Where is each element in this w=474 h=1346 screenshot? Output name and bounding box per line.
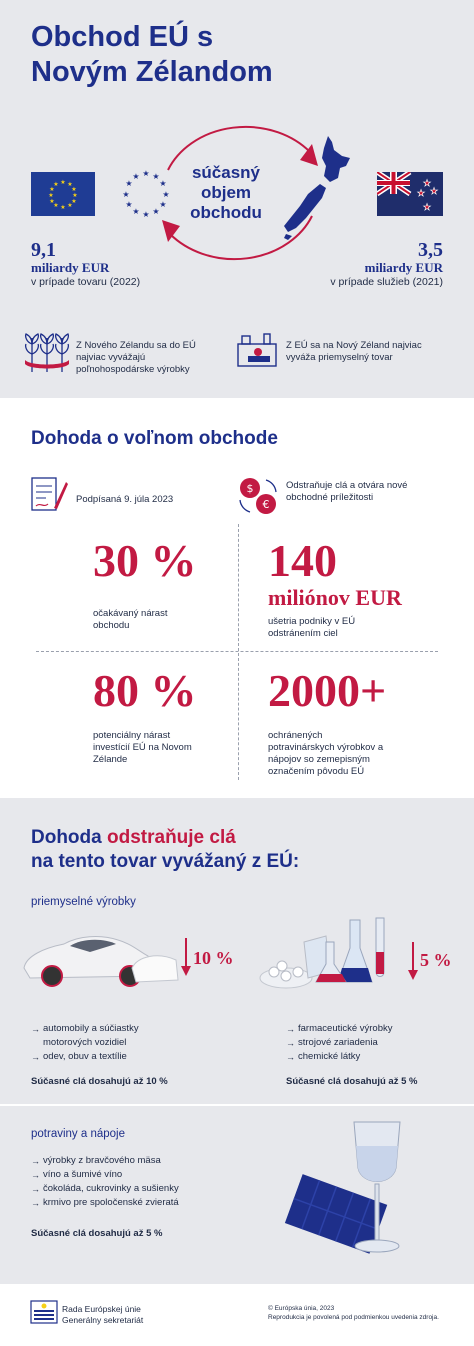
car-and-shoes-illustration [20,922,180,994]
org-name [62,1304,143,1326]
svg-text:★: ★ [122,190,130,199]
eu-stars-icon [118,166,174,222]
wine-and-chocolate-illustration [270,1116,420,1266]
stat-investment [93,666,233,766]
reproduction-note: Reprodukcia je povolená pod podmienkou uvedenia zdroja. [268,1314,439,1321]
list-item: → chemické látky [286,1050,436,1064]
list-item: → automobily a súčiastky motorových vozidiel [31,1022,181,1050]
stat-value: 140 [268,535,337,586]
svg-text:★: ★ [142,210,150,219]
svg-text:★: ★ [67,181,73,188]
goods-value: 9,1 [31,239,56,261]
industrial-goods-list-left [31,1022,181,1064]
svg-text:★: ★ [152,207,160,216]
fta-heading: Dohoda o voľnom obchode [31,428,278,449]
svg-text:★: ★ [71,198,77,205]
svg-text:★: ★ [60,179,66,186]
industrial-label: priemyselné výrobky [31,896,136,908]
new-zealand-flag-icon [377,172,443,216]
wheat-icon [22,330,72,374]
svg-text:★: ★ [48,192,54,199]
tariffs-heading [31,826,299,874]
tariffs-section [0,798,474,1284]
tariff-rate-pharma: 5 % [420,950,452,970]
trade-volume-line-2: objem [200,183,252,202]
stat-unit: miliónov EUR [268,585,402,610]
org-line-1: Rada Európskej únie [62,1304,141,1314]
svg-text:★: ★ [49,198,55,205]
down-arrow-icon [408,942,418,980]
svg-text:★: ★ [152,172,160,181]
stat-value: 2000+ [268,665,387,716]
tariffs-divider [0,1104,474,1106]
services-unit: miliardy EUR [364,260,443,275]
svg-text:★: ★ [159,179,167,188]
export-note: Z EÚ sa na Nový Zéland najviac vyváža priemyselný tovar [286,340,422,363]
copyright: © Európska únia, 2023 [268,1305,335,1312]
food-tariff-note: Súčasné clá dosahujú až 5 % [31,1228,163,1239]
title-line-1: Obchod EÚ s [31,21,214,53]
copyright-block [268,1304,439,1322]
svg-text:★: ★ [159,200,167,209]
svg-text:★: ★ [53,181,59,188]
svg-text:★: ★ [49,186,55,193]
stat-desc: ušetria podniky v EÚ odstránením ciel [268,616,356,639]
currency-exchange-icon [236,474,280,518]
new-zealand-map-icon [280,132,360,242]
trade-volume-label [174,163,278,223]
services-trade-block [283,239,443,290]
svg-text:★: ★ [53,202,59,209]
org-line-2: Generálny sekretariát [62,1315,144,1325]
tariff-rate-industrial: 10 % [193,948,234,968]
list-item: → strojové zariadenia [286,1036,436,1050]
stat-value: 30 % [93,535,197,586]
svg-text:★: ★ [125,179,133,188]
svg-text:★: ★ [67,202,73,209]
pharma-chemicals-illustration [256,912,406,998]
svg-text:★: ★ [72,192,78,199]
stats-divider-horizontal [36,651,438,652]
svg-text:★: ★ [429,187,439,197]
trade-volume-line-1: súčasný [191,163,261,182]
tariffs-heading-part1: Dohoda [31,827,107,848]
industrial-tariff-note-right: Súčasné clá dosahujú až 5 % [286,1076,418,1087]
svg-text:★: ★ [60,204,66,211]
industrial-tariff-note-left: Súčasné clá dosahujú až 10 % [31,1076,168,1087]
stat-trade-growth [93,536,233,632]
svg-text:$: $ [246,482,254,495]
list-item: → krmivo pre spoločenské zvieratá [31,1196,231,1210]
svg-text:★: ★ [416,189,426,199]
council-logo-icon [30,1300,58,1324]
fta-section [0,398,474,798]
list-item: → odev, obuv a textílie [31,1050,181,1064]
industrial-goods-list-right [286,1022,436,1064]
title-line-2: Novým Zélandom [31,56,273,88]
eu-flag-icon [31,172,95,216]
svg-text:★: ★ [422,203,432,213]
services-value: 3,5 [418,239,443,261]
stat-savings [268,536,448,640]
tariffs-heading-highlight: odstraňuje clá [107,827,236,848]
page-title [31,20,273,90]
import-note: Z Nového Zélandu sa do EÚ najviac vyvážajú poľnohospodárske výrobky [76,340,196,375]
svg-text:★: ★ [71,186,77,193]
goods-trade-block [31,239,181,290]
svg-text:★: ★ [142,169,150,178]
food-goods-list [31,1154,231,1210]
stat-value: 80 % [93,665,197,716]
footer [0,1284,474,1346]
list-item: → čokoláda, cukrovinky a sušienky [31,1182,231,1196]
down-arrow-icon [181,938,191,976]
stat-desc: ochránených potravinárskych výrobkov a nápojov so zemepisným označením pôvodu EÚ [268,730,384,777]
trade-volume-line-3: obchodu [190,203,262,222]
stats-divider-vertical [238,524,239,780]
signed-document-icon [30,474,70,516]
list-item: → farmaceutické výrobky [286,1022,436,1036]
services-desc: v prípade služieb (2021) [330,276,443,288]
goods-desc: v prípade tovaru (2022) [31,276,141,288]
svg-text:★: ★ [422,179,432,189]
svg-text:€: € [262,498,270,511]
svg-text:★: ★ [132,172,140,181]
signed-date: Podpísaná 9. júla 2023 [76,494,174,505]
opportunity-note: Odstraňuje clá a otvára nové obchodné príležitosti [286,480,408,503]
svg-text:★: ★ [125,200,133,209]
svg-text:★: ★ [162,190,170,199]
stat-desc: potenciálny nárast investícií EÚ na Novom Zélande [93,730,192,765]
food-label: potraviny a nápoje [31,1128,125,1140]
trade-overview-section [0,0,474,398]
svg-text:★: ★ [132,207,140,216]
factory-icon [236,330,280,370]
goods-unit: miliardy EUR [31,260,110,275]
list-item: → víno a šumivé víno [31,1168,231,1182]
list-item: → výrobky z bravčového mäsa [31,1154,231,1168]
tariffs-heading-line2: na tento tovar vyvážaný z EÚ: [31,851,300,872]
stat-protected-products [268,666,448,778]
stat-desc: očakávaný nárast obchodu [93,608,168,631]
